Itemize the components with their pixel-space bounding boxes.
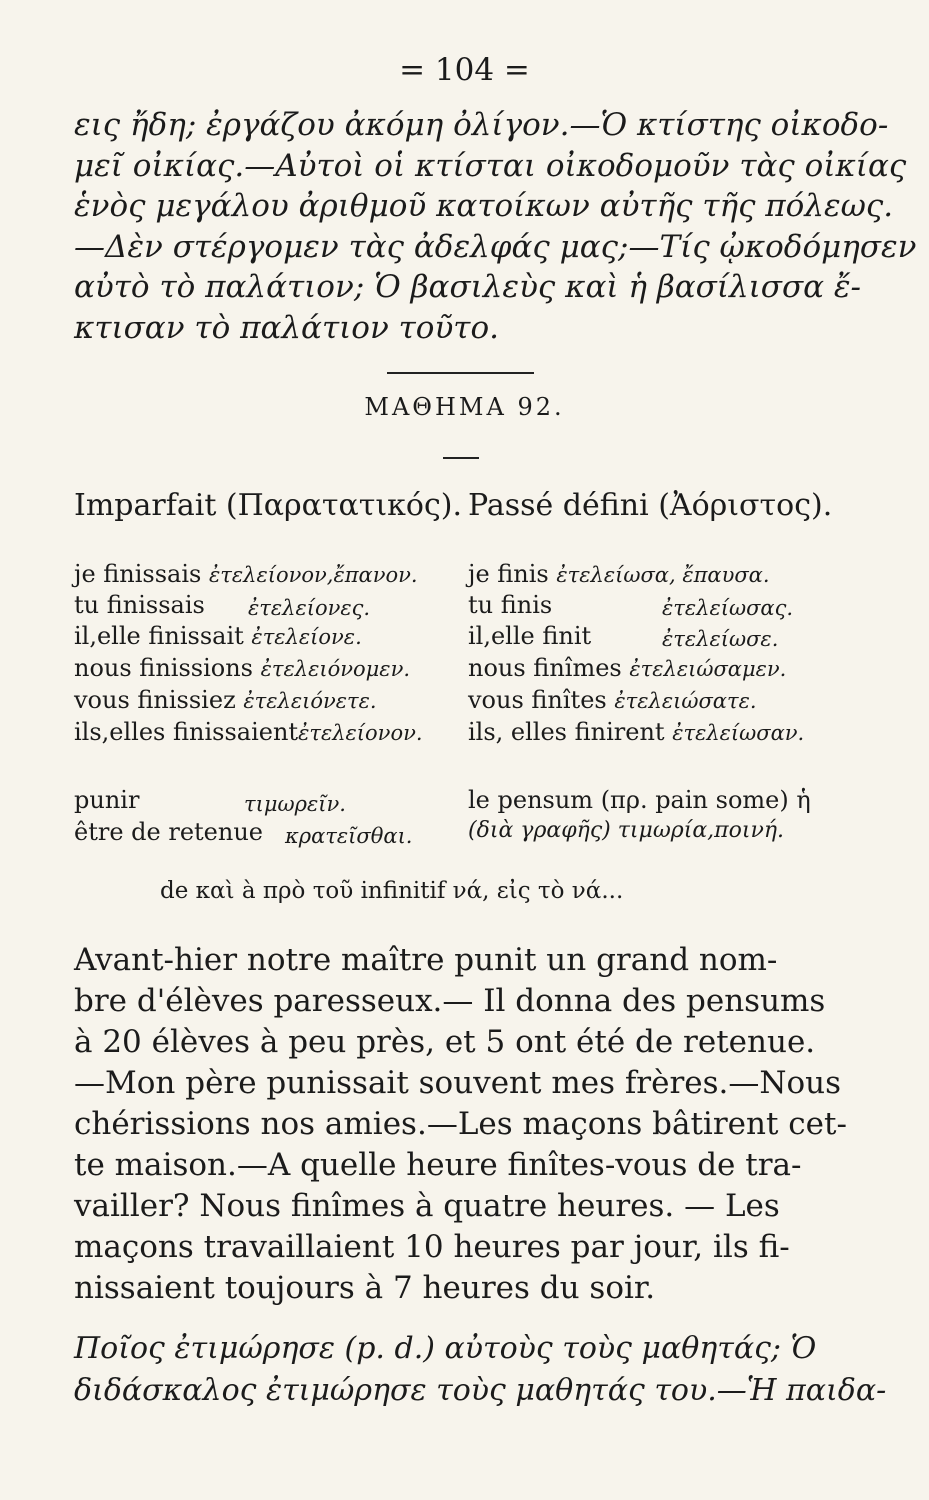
exercise-line: maçons travaillaient 10 heures par jour, ils fi-: [74, 1229, 790, 1265]
french-form: vous finîtes: [468, 686, 607, 714]
greek-form: ἐτελειόνετε.: [243, 689, 377, 713]
greek-line: μεῖ οἰκίας.—Αὐτοὶ οἱ κτίσται οἰκοδομοῦν τὰς οἰκίας: [74, 147, 907, 184]
french-form: nous finîmes: [468, 654, 622, 682]
exercise-line: vailler? Nous finîmes à quatre heures. — Les: [74, 1188, 780, 1224]
page-number: = 104 =: [399, 52, 530, 88]
greek-line: αὐτὸ τὸ παλάτιον; Ὁ βασιλεὺς καὶ ἡ βασίλισσα ἔ-: [74, 269, 862, 305]
conjugation-row: [468, 686, 757, 714]
imparfait-heading: Imparfait (Παρατατικός).: [74, 488, 462, 523]
final-line: Ποῖος ἐτιμώρησε (p. d.) αὐτοὺς τοὺς μαθητάς; Ὁ: [74, 1331, 817, 1366]
french-form: je finissais: [74, 560, 202, 588]
french-form: tu finis: [468, 591, 553, 619]
exercise-line: chérissions nos amies.—Les maçons bâtirent cet-: [74, 1106, 847, 1142]
greek-line: —Δὲν στέργομεν τὰς ἀδελφάς μας;—Τίς ᾠκοδόμησεν: [74, 228, 917, 265]
greek-form: ἐτελείωσας.: [662, 596, 794, 620]
vocab-retenue-fr: être de retenue: [74, 818, 263, 846]
french-form: vous finissiez: [74, 686, 236, 714]
vocab-retenue-gr: κρατεῖσθαι.: [285, 824, 413, 848]
conjugation-row: [468, 718, 804, 746]
french-form: ils, elles finirent: [468, 718, 665, 746]
greek-form: ἐτελείονον,ἔπανον.: [209, 563, 418, 587]
final-greek-paragraph: [74, 1328, 887, 1412]
exercise-line: bre d'élèves paresseux.— Il donna des pensums: [74, 983, 826, 1019]
vocab-pensum: le pensum (πρ. pain some) ἡ: [468, 786, 811, 814]
exercise-line: nissaient toujours à 7 heures du soir.: [74, 1270, 656, 1306]
exercise-paragraph: [74, 940, 854, 1309]
greek-form: ἐτελείωσε.: [662, 627, 779, 651]
french-form: il,elle finissait: [74, 622, 244, 650]
french-form: ils,elles finissaient: [74, 718, 299, 746]
greek-form: ἐτελείονον.: [298, 721, 423, 745]
conjugation-row: [74, 591, 205, 619]
exercise-line: Avant-hier notre maître punit un grand nom-: [74, 942, 778, 978]
greek-line: εις ἤδη; ἐργάζου ἀκόμη ὀλίγον.—Ὁ κτίστης οἰκοδο-: [74, 107, 889, 143]
french-form: nous finissions: [74, 654, 253, 682]
greek-line: ἑνὸς μεγάλου ἀριθμοῦ κατοίκων αὐτῆς τῆς πόλεως.: [74, 188, 894, 224]
greek-form: ἐτελειώσαμεν.: [629, 657, 787, 681]
section-divider: [387, 372, 534, 374]
greek-form: ἐτελείωσα, ἔπαυσα.: [556, 563, 770, 587]
conjugation-row: [468, 560, 770, 588]
conjugation-row: [74, 686, 377, 714]
greek-paragraph: [74, 105, 917, 348]
conjugation-row: [468, 591, 552, 619]
exercise-line: te maison.—A quelle heure finîtes-vous de tra-: [74, 1147, 802, 1183]
conjugation-row: [74, 718, 423, 746]
french-form: tu finissais: [74, 591, 205, 619]
conjugation-row: [74, 622, 362, 650]
greek-form: ἐτελειόνομεν.: [260, 657, 411, 681]
vocab-punir-fr: punir: [74, 786, 140, 814]
conjugation-row: [468, 654, 786, 682]
passe-defini-heading: Passé défini (Ἀόριστος).: [468, 488, 833, 523]
exercise-line: —Mon père punissait souvent mes frères.—Nous: [74, 1065, 842, 1101]
exercise-line: à 20 élèves à peu près, et 5 ont été de retenue.: [74, 1024, 816, 1060]
short-divider: [443, 457, 479, 459]
greek-form: ἐτελείονε.: [251, 625, 362, 649]
greek-form: ἐτελειώσατε.: [614, 689, 757, 713]
greek-form: ἐτελείονες.: [248, 596, 371, 620]
conjugation-row: [74, 654, 410, 682]
vocab-pensum-greek: (διὰ γραφῆς) τιμωρία,ποινή.: [468, 818, 785, 843]
greek-form: ἐτελείωσαν.: [672, 721, 805, 745]
conjugation-row: [74, 560, 418, 588]
french-form: il,elle finit: [468, 622, 592, 650]
vocab-punir-gr: τιμωρεῖν.: [244, 792, 346, 816]
vocab-infinitif-note: de καὶ à πρὸ τοῦ infinitif νά, εἰς τὸ νά...: [160, 878, 624, 904]
conjugation-row: [468, 622, 591, 650]
final-line: διδάσκαλος ἐτιμώρησε τοὺς μαθητάς του.—Ἡ παιδα-: [74, 1373, 887, 1408]
lesson-title: ΜΑΘΗΜΑ 92.: [364, 393, 565, 421]
french-form: je finis: [468, 560, 549, 588]
greek-line: κτισαν τὸ παλάτιον τοῦτο.: [74, 309, 499, 346]
